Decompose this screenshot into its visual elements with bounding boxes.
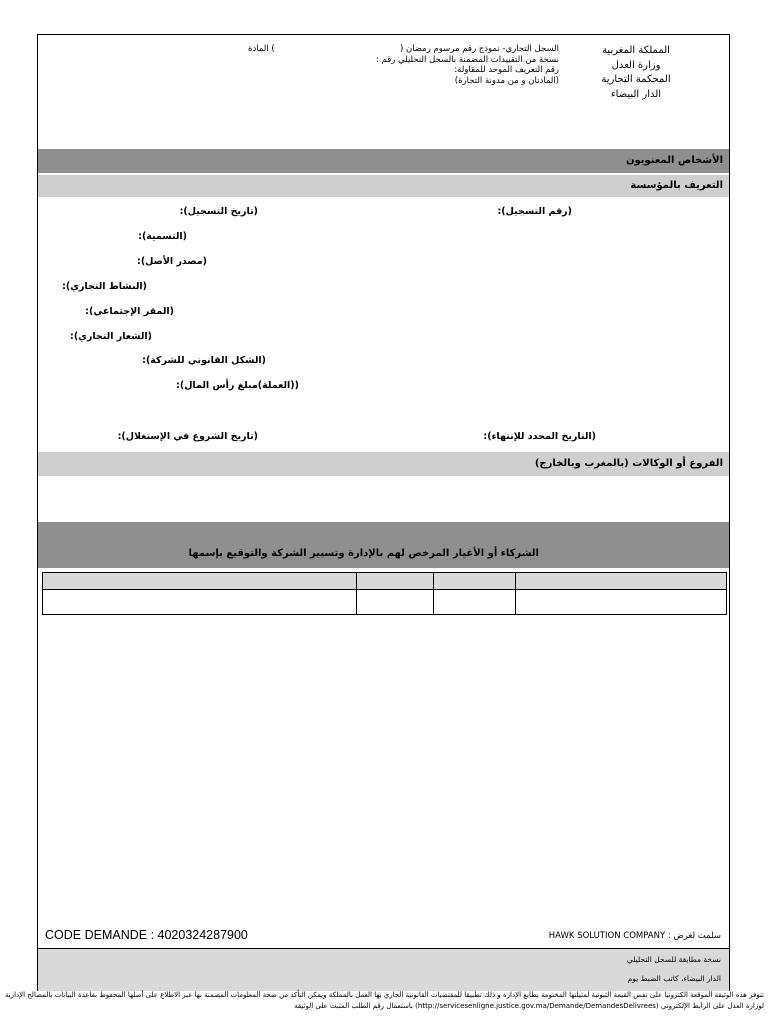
field-trade-emblem: (الشعار التجاري):: [70, 331, 152, 342]
table-header-cell: [434, 573, 515, 590]
clerk-note: الدار البيضاء، كاتب الضبط يوم: [627, 974, 721, 983]
article-reference: ) المادة: [248, 44, 275, 54]
document-reference-block: [376, 44, 559, 86]
field-end-date: (التاريخ المحدد للإنتهاء):: [483, 431, 596, 442]
reference-line: رقم التعريف الموحد للمقاولة:: [454, 65, 559, 75]
partners-table: [42, 572, 727, 615]
section-band-branches: [38, 452, 729, 476]
delivered-for: سلمت لغرض : HAWK SOLUTION COMPANY: [548, 931, 721, 941]
certification-band: [38, 948, 729, 991]
table-header-row: [43, 573, 727, 590]
field-origin: (مصدر الأصل):: [137, 256, 207, 267]
field-headquarters: (المقر الإجتماعي):: [85, 306, 174, 317]
section-title: التعريف بالمؤسسة: [630, 180, 723, 191]
field-start-date: (تاريخ الشروع في الإستغلال):: [117, 431, 258, 442]
issuer-line: المحكمة التجارية: [601, 74, 671, 85]
field-commercial-activity: (النشاط التجاري):: [62, 281, 147, 292]
legal-disclaimer: تتوفر هذه الوثيقة الموقعة الكترونيا على نفس القيمة الثبوتية لمثيلتها المختومة بطابع الإدارة و ذلك تطبيقا للمقتضيات القانونية الجاري بها العمل بالمملكة ويمكن التأكد من صحة المعلومات المضمنة بها عبر الاطلاع على أصلها المحفوظ بقاعدة البيانات بالمصالح الإدارية لوزارة العدل على الرابط الإلكتروني (http://servicesenligne.justice.gov.ma/Demande/DemandesDelivrees) باستعمال رقم الطلب المثبت على الوثيقة: [4, 991, 764, 1010]
issuer-block: [571, 44, 701, 102]
document-page: [37, 34, 730, 991]
issuer-line: المملكة المغربية: [602, 45, 670, 56]
section-title: الفروع أو الوكالات (بالمغرب وبالخارج): [534, 458, 723, 469]
table-cell: [43, 590, 357, 615]
table-header-cell: [356, 573, 433, 590]
field-name: (التسمية):: [138, 231, 187, 242]
table-cell: [515, 590, 726, 615]
section-band-identification: [38, 175, 729, 197]
reference-line: (المادتان و من مدونة التجارة): [454, 75, 559, 86]
copy-note: نسخة مطابقة للسجل التحليلي: [626, 955, 721, 964]
section-band-partners: [38, 522, 729, 568]
section-title: الأشخاص المعنويون: [625, 155, 723, 166]
table-cell: [356, 590, 433, 615]
field-capital: ((العملة)مبلغ رأس المال):: [176, 380, 299, 391]
field-registration-number: (رقم التسجيل):: [497, 206, 572, 217]
field-registration-date: (تاريخ التسجيل):: [179, 206, 258, 217]
reference-line: نسخة من التقييدات المضمنة بالسجل التحليلي رقم :: [376, 54, 559, 65]
section-title: الشركاء أو الأغيار المرخص لهم بالإدارة وتسيير الشركة والتوقيع بإسمها: [188, 548, 539, 559]
section-band-legal-persons: [38, 149, 729, 173]
field-legal-form: (الشكل القانوني للشركة):: [142, 355, 266, 366]
request-code: CODE DEMANDE : 4020324287900: [45, 928, 248, 942]
table-cell: [434, 590, 515, 615]
table-header-cell: [515, 573, 726, 590]
issuer-line: الدار البيضاء: [610, 88, 662, 100]
table-header-cell: [43, 573, 357, 590]
issuer-line: وزارة العدل: [611, 59, 661, 71]
table-row: [43, 590, 727, 615]
reference-line: السجل التجاري- نموذج رقم مرسوم رمضان (: [399, 44, 559, 54]
